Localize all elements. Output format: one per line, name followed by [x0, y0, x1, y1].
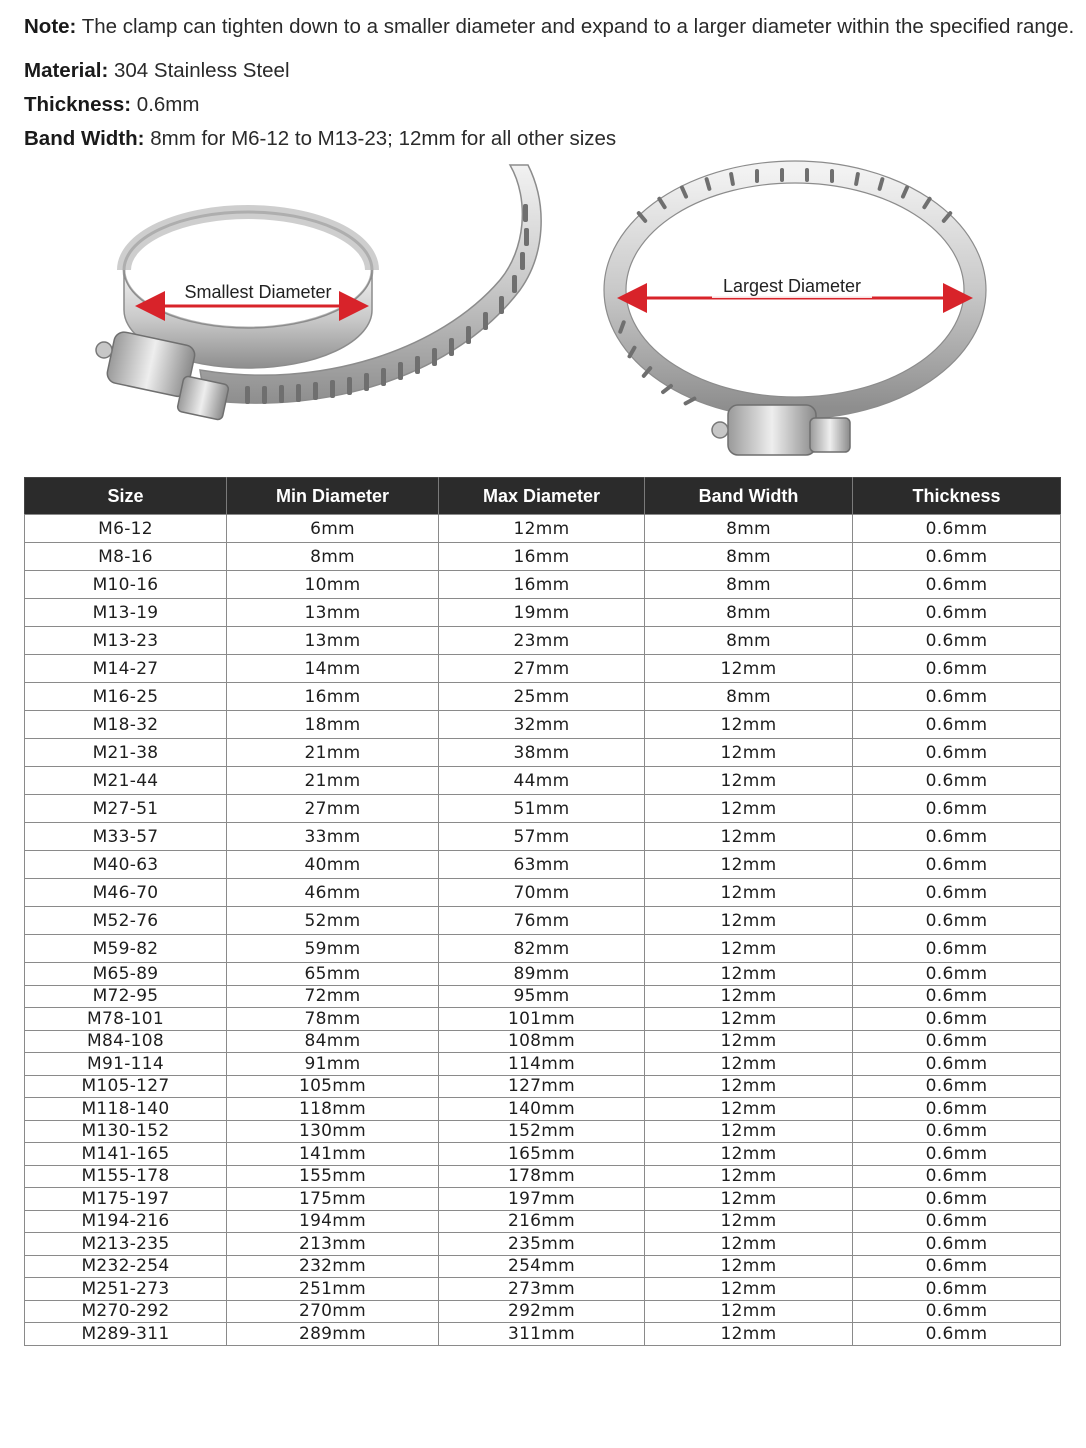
- cell-size: M13-19: [25, 599, 227, 627]
- cell-band-width: 12mm: [645, 739, 853, 767]
- cell-size: M141-165: [25, 1143, 227, 1166]
- cell-thickness: 0.6mm: [853, 711, 1061, 739]
- cell-max-diameter: 127mm: [439, 1075, 645, 1098]
- cell-thickness: 0.6mm: [853, 515, 1061, 543]
- cell-band-width: 12mm: [645, 1210, 853, 1233]
- cell-min-diameter: 8mm: [227, 543, 439, 571]
- cell-band-width: 12mm: [645, 1053, 853, 1076]
- cell-max-diameter: 16mm: [439, 571, 645, 599]
- cell-thickness: 0.6mm: [853, 1188, 1061, 1211]
- table-row: [25, 599, 1061, 627]
- table-header-row: [25, 478, 1061, 515]
- cell-band-width: 12mm: [645, 935, 853, 963]
- cell-band-width: 8mm: [645, 599, 853, 627]
- table-row: [25, 711, 1061, 739]
- cell-band-width: 12mm: [645, 823, 853, 851]
- table-row: [25, 963, 1061, 986]
- cell-thickness: 0.6mm: [853, 1323, 1061, 1346]
- cell-min-diameter: 232mm: [227, 1255, 439, 1278]
- table-row: [25, 795, 1061, 823]
- note-label: Note:: [24, 15, 77, 38]
- cell-size: M13-23: [25, 627, 227, 655]
- cell-band-width: 12mm: [645, 1300, 853, 1323]
- cell-size: M289-311: [25, 1323, 227, 1346]
- cell-thickness: 0.6mm: [853, 851, 1061, 879]
- cell-max-diameter: 32mm: [439, 711, 645, 739]
- header-size: Size: [25, 478, 227, 515]
- cell-max-diameter: 254mm: [439, 1255, 645, 1278]
- cell-band-width: 12mm: [645, 1188, 853, 1211]
- size-table-wrapper: [24, 477, 1060, 1346]
- cell-min-diameter: 118mm: [227, 1098, 439, 1121]
- cell-max-diameter: 152mm: [439, 1120, 645, 1143]
- cell-min-diameter: 33mm: [227, 823, 439, 851]
- cell-thickness: 0.6mm: [853, 907, 1061, 935]
- cell-size: M10-16: [25, 571, 227, 599]
- band-width-value: 8mm for M6-12 to M13-23; 12mm for all other sizes: [144, 127, 617, 150]
- cell-band-width: 12mm: [645, 711, 853, 739]
- largest-diameter-label: Largest Diameter: [722, 276, 862, 296]
- cell-size: M21-44: [25, 767, 227, 795]
- table-row: [25, 1053, 1061, 1076]
- table-row: [25, 823, 1061, 851]
- cell-thickness: 0.6mm: [853, 571, 1061, 599]
- cell-max-diameter: 101mm: [439, 1008, 645, 1031]
- clamp-illustration: [0, 160, 1086, 472]
- table-row: [25, 879, 1061, 907]
- cell-size: M251-273: [25, 1278, 227, 1301]
- cell-max-diameter: 57mm: [439, 823, 645, 851]
- cell-min-diameter: 16mm: [227, 683, 439, 711]
- cell-max-diameter: 44mm: [439, 767, 645, 795]
- thickness-line: [24, 88, 1074, 122]
- cell-size: M175-197: [25, 1188, 227, 1211]
- material-value: 304 Stainless Steel: [108, 59, 290, 82]
- cell-thickness: 0.6mm: [853, 1075, 1061, 1098]
- cell-min-diameter: 59mm: [227, 935, 439, 963]
- header-band-width: Band Width: [645, 478, 853, 515]
- cell-min-diameter: 251mm: [227, 1278, 439, 1301]
- material-line: [24, 54, 1074, 88]
- table-row: [25, 767, 1061, 795]
- table-row: [25, 1210, 1061, 1233]
- cell-band-width: 12mm: [645, 1278, 853, 1301]
- cell-min-diameter: 40mm: [227, 851, 439, 879]
- cell-max-diameter: 95mm: [439, 985, 645, 1008]
- spec-notes: [24, 10, 1074, 156]
- cell-max-diameter: 19mm: [439, 599, 645, 627]
- table-row: [25, 1075, 1061, 1098]
- cell-max-diameter: 76mm: [439, 907, 645, 935]
- table-row: [25, 1323, 1061, 1346]
- table-row: [25, 935, 1061, 963]
- cell-thickness: 0.6mm: [853, 823, 1061, 851]
- table-row: [25, 1030, 1061, 1053]
- cell-max-diameter: 140mm: [439, 1098, 645, 1121]
- table-row: [25, 627, 1061, 655]
- table-row: [25, 851, 1061, 879]
- table-row: [25, 1300, 1061, 1323]
- cell-band-width: 12mm: [645, 1030, 853, 1053]
- cell-band-width: 12mm: [645, 1075, 853, 1098]
- cell-max-diameter: 311mm: [439, 1323, 645, 1346]
- cell-max-diameter: 12mm: [439, 515, 645, 543]
- cell-band-width: 12mm: [645, 1098, 853, 1121]
- header-max-diameter: Max Diameter: [439, 478, 645, 515]
- cell-min-diameter: 65mm: [227, 963, 439, 986]
- table-body: [25, 515, 1061, 1346]
- cell-min-diameter: 27mm: [227, 795, 439, 823]
- table-row: [25, 1188, 1061, 1211]
- cell-thickness: 0.6mm: [853, 879, 1061, 907]
- cell-min-diameter: 46mm: [227, 879, 439, 907]
- cell-thickness: 0.6mm: [853, 1300, 1061, 1323]
- cell-max-diameter: 16mm: [439, 543, 645, 571]
- cell-size: M232-254: [25, 1255, 227, 1278]
- cell-size: M59-82: [25, 935, 227, 963]
- cell-max-diameter: 197mm: [439, 1188, 645, 1211]
- cell-thickness: 0.6mm: [853, 1210, 1061, 1233]
- band-width-label: Band Width:: [24, 127, 145, 150]
- table-row: [25, 1278, 1061, 1301]
- cell-min-diameter: 6mm: [227, 515, 439, 543]
- cell-thickness: 0.6mm: [853, 795, 1061, 823]
- cell-band-width: 12mm: [645, 879, 853, 907]
- cell-size: M270-292: [25, 1300, 227, 1323]
- cell-size: M91-114: [25, 1053, 227, 1076]
- cell-size: M21-38: [25, 739, 227, 767]
- cell-size: M84-108: [25, 1030, 227, 1053]
- cell-max-diameter: 292mm: [439, 1300, 645, 1323]
- material-label: Material:: [24, 59, 109, 82]
- cell-band-width: 12mm: [645, 1165, 853, 1188]
- cell-max-diameter: 51mm: [439, 795, 645, 823]
- cell-thickness: 0.6mm: [853, 935, 1061, 963]
- cell-band-width: 12mm: [645, 1143, 853, 1166]
- cell-band-width: 12mm: [645, 1120, 853, 1143]
- table-row: [25, 1120, 1061, 1143]
- cell-min-diameter: 194mm: [227, 1210, 439, 1233]
- cell-min-diameter: 84mm: [227, 1030, 439, 1053]
- cell-band-width: 12mm: [645, 907, 853, 935]
- cell-size: M155-178: [25, 1165, 227, 1188]
- cell-size: M194-216: [25, 1210, 227, 1233]
- cell-max-diameter: 235mm: [439, 1233, 645, 1256]
- cell-min-diameter: 213mm: [227, 1233, 439, 1256]
- cell-thickness: 0.6mm: [853, 1030, 1061, 1053]
- table-row: [25, 739, 1061, 767]
- cell-band-width: 12mm: [645, 1255, 853, 1278]
- cell-size: M6-12: [25, 515, 227, 543]
- cell-size: M8-16: [25, 543, 227, 571]
- cell-size: M40-63: [25, 851, 227, 879]
- cell-thickness: 0.6mm: [853, 655, 1061, 683]
- cell-size: M46-70: [25, 879, 227, 907]
- table-row: [25, 1143, 1061, 1166]
- cell-min-diameter: 21mm: [227, 739, 439, 767]
- cell-thickness: 0.6mm: [853, 1255, 1061, 1278]
- cell-size: M213-235: [25, 1233, 227, 1256]
- cell-max-diameter: 273mm: [439, 1278, 645, 1301]
- table-row: [25, 1008, 1061, 1031]
- cell-band-width: 12mm: [645, 963, 853, 986]
- cell-size: M33-57: [25, 823, 227, 851]
- cell-band-width: 12mm: [645, 767, 853, 795]
- cell-min-diameter: 270mm: [227, 1300, 439, 1323]
- cell-thickness: 0.6mm: [853, 683, 1061, 711]
- cell-band-width: 12mm: [645, 985, 853, 1008]
- note-line: [24, 10, 1074, 44]
- cell-band-width: 8mm: [645, 627, 853, 655]
- cell-band-width: 12mm: [645, 1323, 853, 1346]
- cell-thickness: 0.6mm: [853, 627, 1061, 655]
- cell-min-diameter: 18mm: [227, 711, 439, 739]
- cell-thickness: 0.6mm: [853, 1165, 1061, 1188]
- cell-max-diameter: 25mm: [439, 683, 645, 711]
- cell-max-diameter: 63mm: [439, 851, 645, 879]
- cell-band-width: 8mm: [645, 571, 853, 599]
- table-row: [25, 515, 1061, 543]
- cell-min-diameter: 141mm: [227, 1143, 439, 1166]
- cell-min-diameter: 13mm: [227, 599, 439, 627]
- table-row: [25, 907, 1061, 935]
- cell-max-diameter: 165mm: [439, 1143, 645, 1166]
- size-table: [24, 477, 1061, 1346]
- table-row: [25, 1233, 1061, 1256]
- smallest-diameter-label: Smallest Diameter: [184, 282, 332, 302]
- cell-size: M16-25: [25, 683, 227, 711]
- cell-max-diameter: 216mm: [439, 1210, 645, 1233]
- cell-size: M14-27: [25, 655, 227, 683]
- cell-thickness: 0.6mm: [853, 1008, 1061, 1031]
- cell-thickness: 0.6mm: [853, 963, 1061, 986]
- thickness-value: 0.6mm: [131, 93, 200, 116]
- cell-thickness: 0.6mm: [853, 985, 1061, 1008]
- cell-band-width: 12mm: [645, 1233, 853, 1256]
- cell-max-diameter: 70mm: [439, 879, 645, 907]
- cell-thickness: 0.6mm: [853, 1053, 1061, 1076]
- band-width-line: [24, 122, 1074, 156]
- cell-thickness: 0.6mm: [853, 739, 1061, 767]
- table-row: [25, 1165, 1061, 1188]
- cell-max-diameter: 27mm: [439, 655, 645, 683]
- cell-min-diameter: 72mm: [227, 985, 439, 1008]
- cell-min-diameter: 155mm: [227, 1165, 439, 1188]
- cell-size: M105-127: [25, 1075, 227, 1098]
- cell-min-diameter: 289mm: [227, 1323, 439, 1346]
- cell-size: M72-95: [25, 985, 227, 1008]
- cell-min-diameter: 52mm: [227, 907, 439, 935]
- table-row: [25, 571, 1061, 599]
- clamp-drawing: [0, 160, 1086, 472]
- table-row: [25, 683, 1061, 711]
- cell-min-diameter: 10mm: [227, 571, 439, 599]
- cell-band-width: 12mm: [645, 795, 853, 823]
- cell-size: M78-101: [25, 1008, 227, 1031]
- cell-size: M118-140: [25, 1098, 227, 1121]
- cell-band-width: 8mm: [645, 543, 853, 571]
- thickness-label: Thickness:: [24, 93, 132, 116]
- cell-max-diameter: 89mm: [439, 963, 645, 986]
- cell-size: M18-32: [25, 711, 227, 739]
- cell-min-diameter: 14mm: [227, 655, 439, 683]
- cell-min-diameter: 175mm: [227, 1188, 439, 1211]
- table-row: [25, 655, 1061, 683]
- small-clamp: [96, 165, 541, 420]
- cell-min-diameter: 105mm: [227, 1075, 439, 1098]
- cell-band-width: 12mm: [645, 851, 853, 879]
- cell-thickness: 0.6mm: [853, 1120, 1061, 1143]
- header-min-diameter: Min Diameter: [227, 478, 439, 515]
- cell-min-diameter: 21mm: [227, 767, 439, 795]
- cell-thickness: 0.6mm: [853, 1233, 1061, 1256]
- cell-size: M52-76: [25, 907, 227, 935]
- header-thickness: Thickness: [853, 478, 1061, 515]
- cell-size: M27-51: [25, 795, 227, 823]
- cell-min-diameter: 78mm: [227, 1008, 439, 1031]
- cell-thickness: 0.6mm: [853, 543, 1061, 571]
- cell-max-diameter: 178mm: [439, 1165, 645, 1188]
- cell-band-width: 8mm: [645, 515, 853, 543]
- cell-max-diameter: 114mm: [439, 1053, 645, 1076]
- cell-size: M130-152: [25, 1120, 227, 1143]
- cell-max-diameter: 108mm: [439, 1030, 645, 1053]
- cell-band-width: 12mm: [645, 1008, 853, 1031]
- cell-thickness: 0.6mm: [853, 1098, 1061, 1121]
- cell-thickness: 0.6mm: [853, 599, 1061, 627]
- cell-max-diameter: 23mm: [439, 627, 645, 655]
- table-row: [25, 1098, 1061, 1121]
- cell-band-width: 12mm: [645, 655, 853, 683]
- cell-min-diameter: 13mm: [227, 627, 439, 655]
- note-text: The clamp can tighten down to a smaller diameter and expand to a larger diameter within the specified range.: [76, 15, 1075, 38]
- cell-max-diameter: 38mm: [439, 739, 645, 767]
- cell-size: M65-89: [25, 963, 227, 986]
- cell-min-diameter: 91mm: [227, 1053, 439, 1076]
- cell-thickness: 0.6mm: [853, 1278, 1061, 1301]
- table-row: [25, 985, 1061, 1008]
- cell-min-diameter: 130mm: [227, 1120, 439, 1143]
- cell-band-width: 8mm: [645, 683, 853, 711]
- table-row: [25, 1255, 1061, 1278]
- large-clamp: [604, 161, 986, 455]
- cell-thickness: 0.6mm: [853, 767, 1061, 795]
- cell-thickness: 0.6mm: [853, 1143, 1061, 1166]
- cell-max-diameter: 82mm: [439, 935, 645, 963]
- table-row: [25, 543, 1061, 571]
